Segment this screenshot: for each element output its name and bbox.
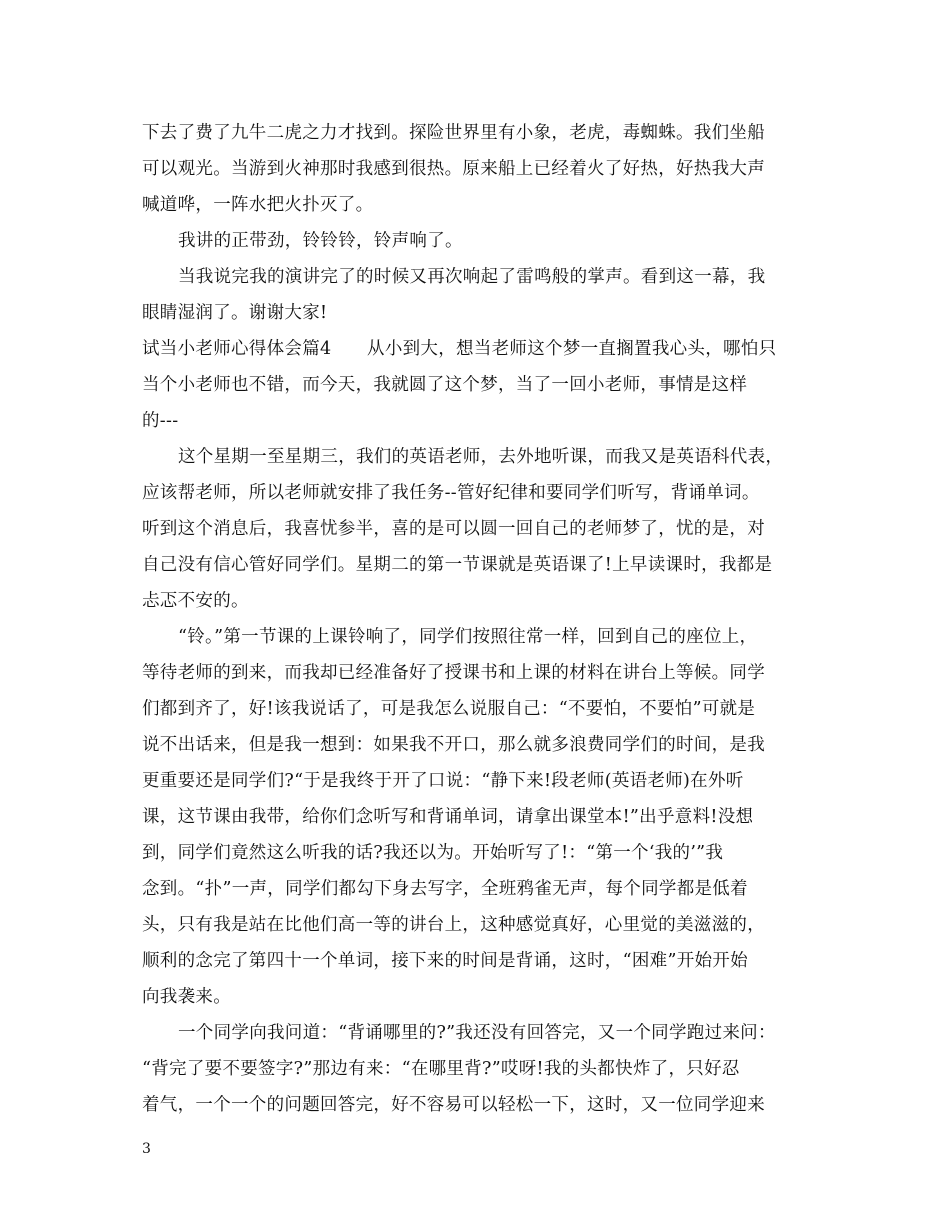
text-line: 我讲的正带劲，铃铃铃，铃声响了。: [178, 231, 463, 251]
text-line: 等待老师的到来，而我却已经准备好了授课书和上课的材料在讲台上等候。同学: [142, 663, 765, 683]
text-line: 当我说完我的演讲完了的时候又再次响起了雷鸣般的掌声。看到这一幕，我: [178, 267, 766, 287]
text-line: 念到。“扑”一声，同学们都勾下身去写字，全班鸦雀无声，每个同学都是低着: [142, 879, 748, 899]
section-heading-line: 试当小老师心得体会篇4 从小到大，想当老师这个梦一直搁置我心头，哪怕只: [142, 339, 777, 359]
text-line: 的---: [142, 411, 179, 431]
text-line: 当个小老师也不错，而今天，我就圆了这个梦，当了一回小老师，事情是这样: [142, 375, 748, 395]
text-line: 更重要还是同学们?“于是我终于开了口说：“静下来!段老师(英语老师)在外听: [142, 771, 744, 791]
text-line: 到，同学们竟然这么听我的话?我还以为。开始听写了!：“第一个‘我的’”我: [142, 843, 724, 863]
text-line: 一个同学向我问道：“背诵哪里的?”我还没有回答完，又一个同学跑过来问：: [178, 1023, 776, 1043]
text-line: 喊道哗，一阵水把火扑灭了。: [142, 195, 374, 215]
text-line: 头，只有我是站在比他们高一等的讲台上，这种感觉真好，心里觉的美滋滋的，: [142, 915, 765, 935]
text-line: 顺利的念完了第四十一个单词，接下来的时间是背诵，这时，“困难”开始开始: [142, 951, 748, 971]
text-line: 们都到齐了，好!该我说话了，可是我怎么说服自己：“不要怕，不要怕”可就是: [142, 699, 756, 719]
text-line: 自己没有信心管好同学们。星期二的第一节课就是英语课了!上早读课时，我都是: [142, 555, 773, 575]
text-line: “铃。”第一节课的上课铃响了，同学们按照往常一样，回到自己的座位上，: [178, 627, 758, 647]
text-line: “背完了要不要签字?”那边有来：“在哪里背?”哎呀!我的头都快炸了，只好忍: [142, 1059, 740, 1079]
text-line: 应该帮老师，所以老师就安排了我任务--管好纪律和要同学们听写，背诵单词。: [142, 483, 760, 503]
text-line: 听到这个消息后，我喜忧参半，喜的是可以圆一回自己的老师梦了，忧的是，对: [142, 519, 765, 539]
text-line: 下去了费了九牛二虎之力才找到。探险世界里有小象，老虎，毒蜘蛛。我们坐船: [142, 123, 765, 143]
text-line: 眼睛湿润了。谢谢大家!: [142, 303, 328, 323]
text-line: 这个星期一至星期三，我们的英语老师，去外地听课，而我又是英语科代表，: [178, 447, 784, 467]
text-line: 课，这节课由我带，给你们念听写和背诵单词，请拿出课堂本!”出乎意料!没想: [142, 807, 754, 827]
page-number: 3: [142, 1141, 151, 1157]
text-line: 向我袭来。: [142, 987, 231, 1007]
text-line: 说不出话来，但是我一想到：如果我不开口，那么就多浪费同学们的时间，是我: [142, 735, 765, 755]
text-line: 忐忑不安的。: [142, 591, 249, 611]
text-line: 可以观光。当游到火神那时我感到很热。原来船上已经着火了好热，好热我大声: [142, 159, 765, 179]
text-line: 着气，一个一个的问题回答完，好不容易可以轻松一下，这时，又一位同学迎来: [142, 1095, 765, 1115]
